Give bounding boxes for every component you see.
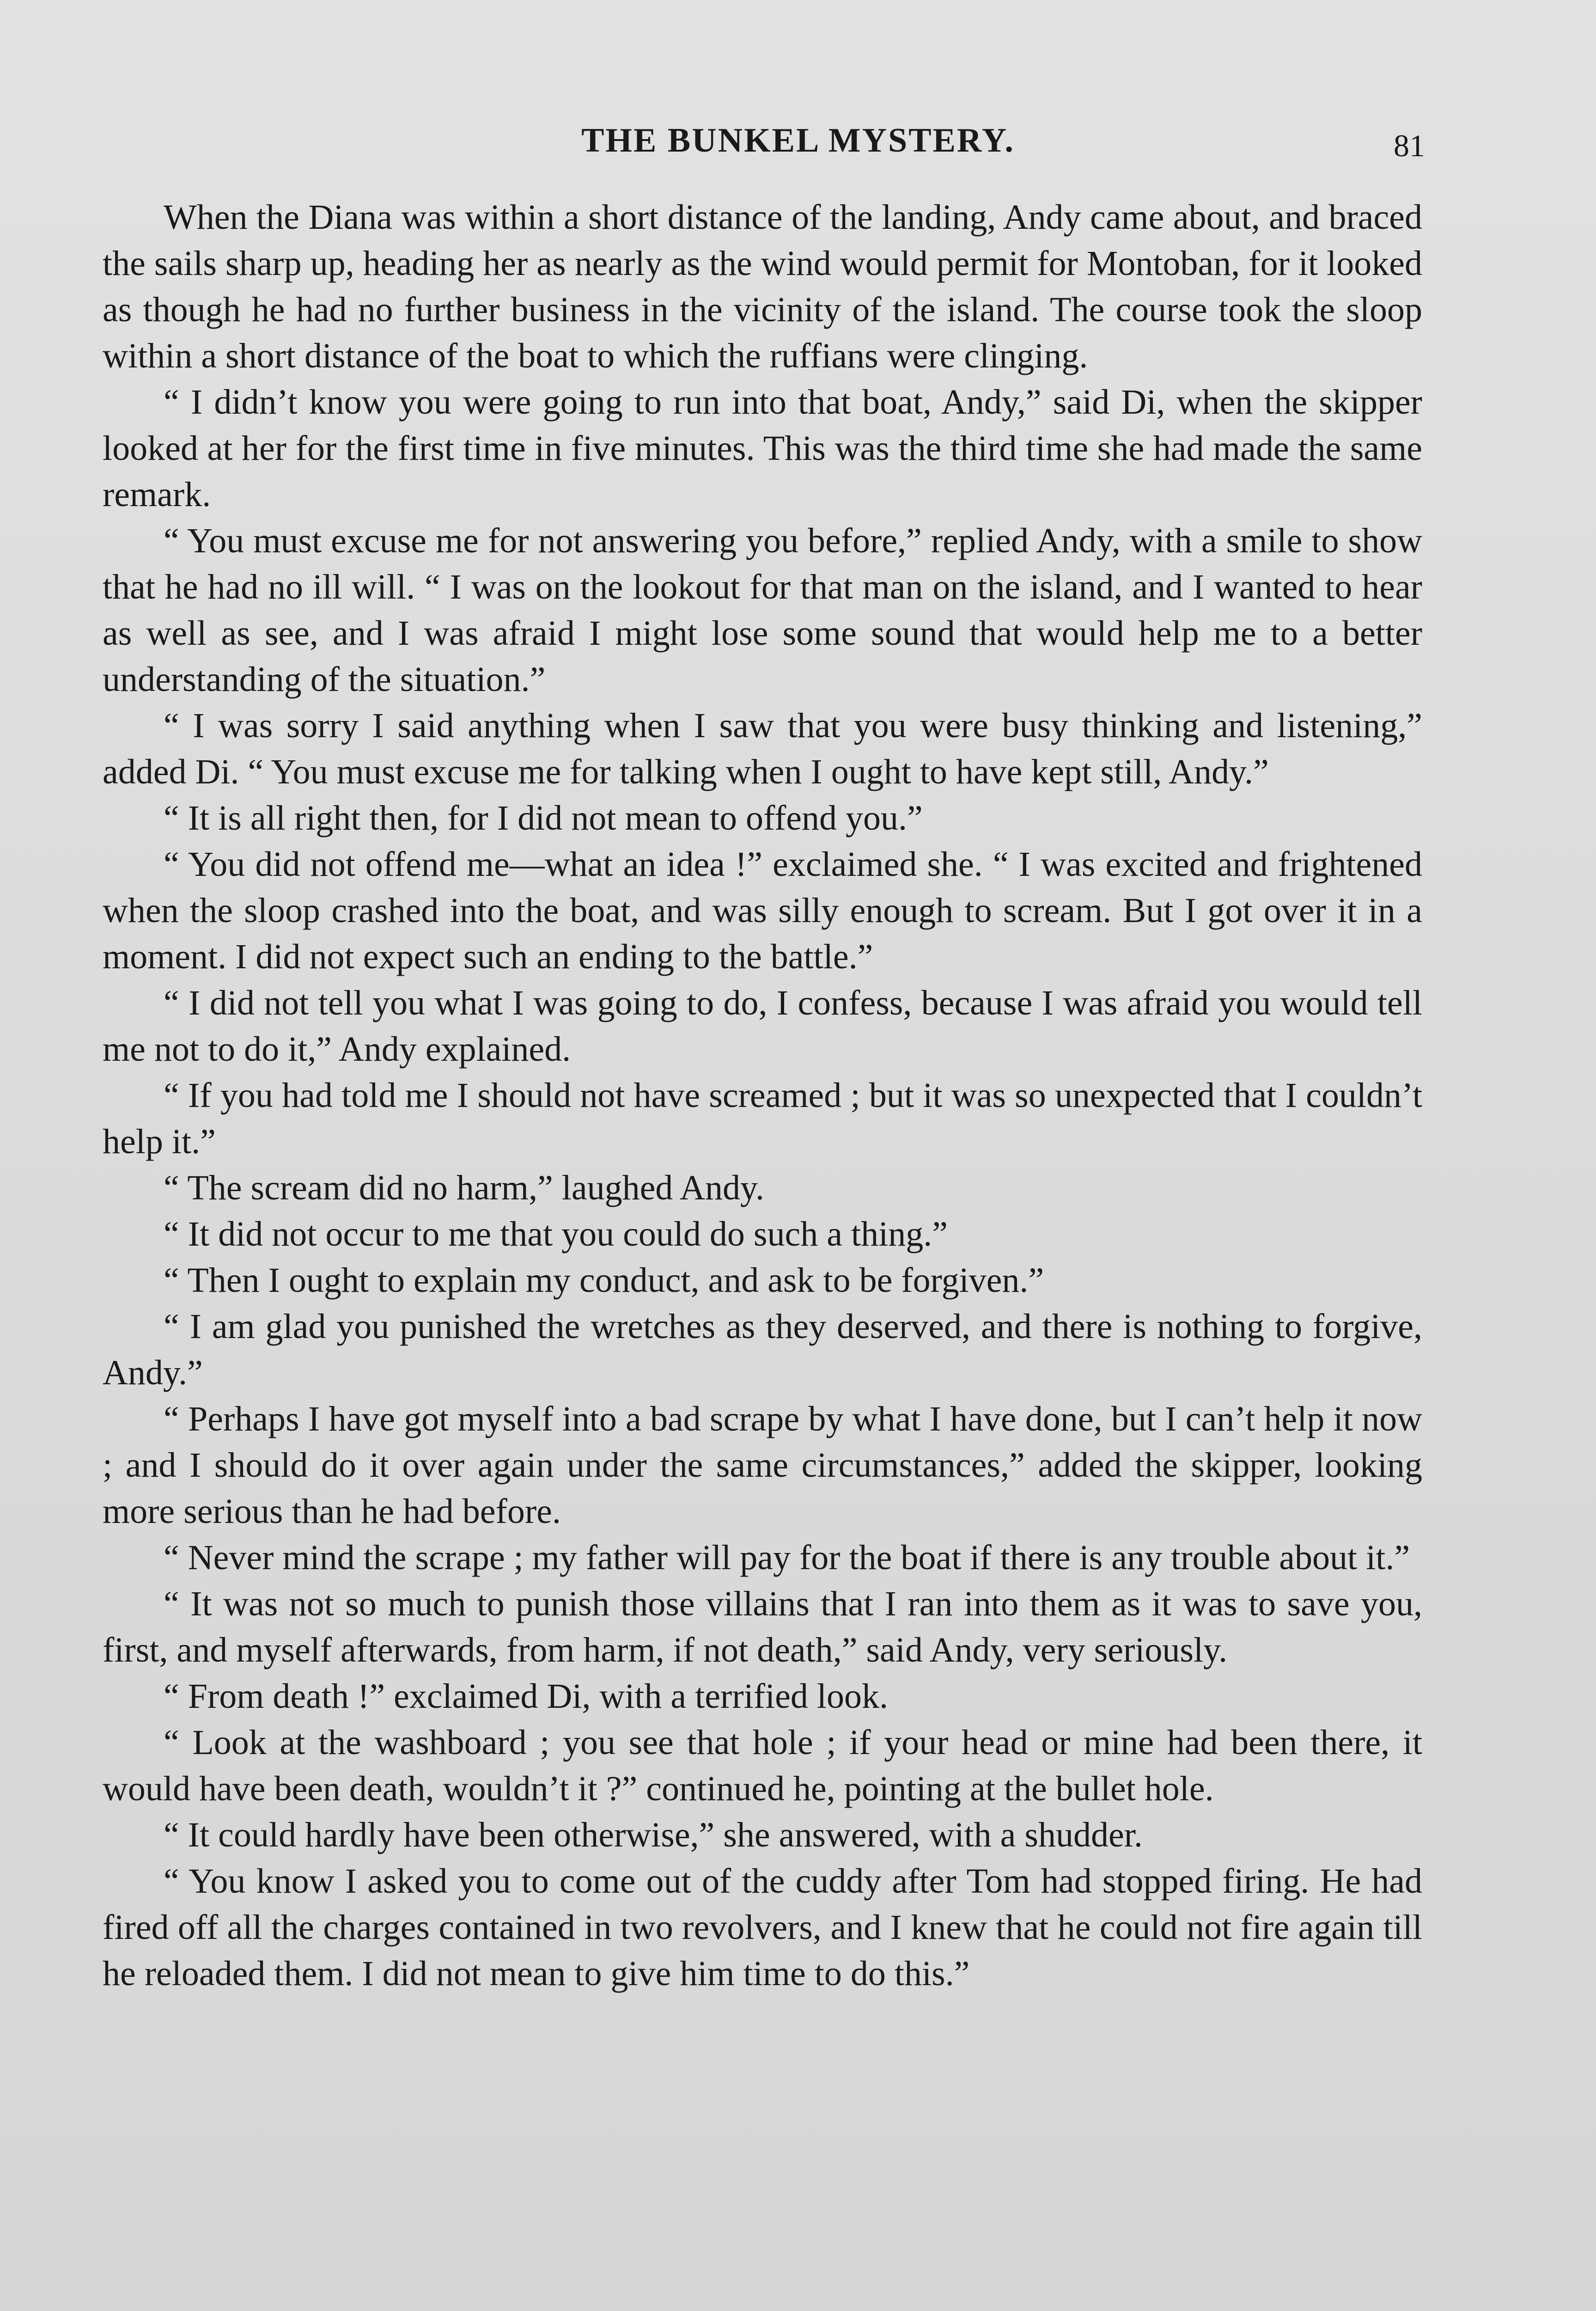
paragraph: “ It was not so much to punish those villains that I ran into them as it was to save you, first, and myself afterwards, from harm, if not death,” said Andy, very seriously.	[103, 1584, 1422, 1669]
running-title: THE BUNKEL MYSTERY.	[581, 122, 1015, 159]
body-text	[103, 194, 1422, 1997]
page-number: 81	[1394, 128, 1425, 163]
paragraph: “ It could hardly have been otherwise,” she answered, with a shudder.	[164, 1816, 1143, 1854]
paragraph: “ I did not tell you what I was going to do, I confess, because I was afraid you would tell me not to do it,” Andy explained.	[103, 984, 1422, 1069]
paragraph: “ I am glad you punished the wretches as they deserved, and there is nothing to forgive, Andy.”	[103, 1307, 1422, 1392]
paragraph: “ It is all right then, for I did not mean to offend you.”	[164, 799, 923, 838]
paragraph: “ Never mind the scrape ; my father will pay for the boat if there is any trouble about it.”	[164, 1538, 1410, 1577]
paragraph: “ You did not offend me—what an idea !” exclaimed she. “ I was excited and frightened when the sloop crashed into the boat, and was silly enough to scream. But I got over it in a moment. I did not expect such an ending to the battle.”	[103, 845, 1422, 976]
page-header	[0, 121, 1596, 172]
paragraph: “ From death !” exclaimed Di, with a terrified look.	[164, 1677, 889, 1716]
paragraph: “ Perhaps I have got myself into a bad scrape by what I have done, but I can’t help it now ; and I should do it over again under the same circumstances,” added the skipper, looking more serious than he had before.	[103, 1400, 1422, 1531]
paragraph: “ It did not occur to me that you could do such a thing.”	[164, 1215, 948, 1253]
paragraph: When the Diana was within a short distance of the landing, Andy came about, and braced the sails sharp up, heading her as nearly as the wind would permit for Montoban, for it looked as though he had no further business in the vicinity of the island. The course took the sloop within a short distance of the boat to which the ruffians were clinging.	[103, 198, 1422, 375]
paragraph: “ Look at the washboard ; you see that hole ; if your head or mine had been there, it would have been death, wouldn’t it ?” continued he, pointing at the bullet hole.	[103, 1723, 1422, 1808]
paragraph: “ I didn’t know you were going to run into that boat, Andy,” said Di, when the skipper looked at her for the first time in five minutes. This was the third time she had made the same remark.	[103, 383, 1422, 514]
paragraph: “ You know I asked you to come out of the cuddy after Tom had stopped firing. He had fired off all the charges contained in two revolvers, and I knew that he could not fire again till he reloaded them. I did not mean to give him time to do this.”	[103, 1862, 1422, 1993]
paragraph: “ Then I ought to explain my conduct, and ask to be forgiven.”	[164, 1261, 1044, 1300]
paragraph: “ You must excuse me for not answering you before,” replied Andy, with a smile to show that he had no ill will. “ I was on the lookout for that man on the island, and I wanted to hear as well as see, and I was afraid I might lose some sound that would help me to a better understanding of the situation.”	[103, 521, 1422, 699]
paragraph: “ I was sorry I said anything when I saw that you were busy thinking and listening,” added Di. “ You must excuse me for talking when I ought to have kept still, Andy.”	[103, 706, 1422, 791]
paragraph: “ If you had told me I should not have screamed ; but it was so unexpected that I couldn’t help it.”	[103, 1076, 1422, 1161]
paragraph: “ The scream did no harm,” laughed Andy.	[164, 1168, 765, 1207]
